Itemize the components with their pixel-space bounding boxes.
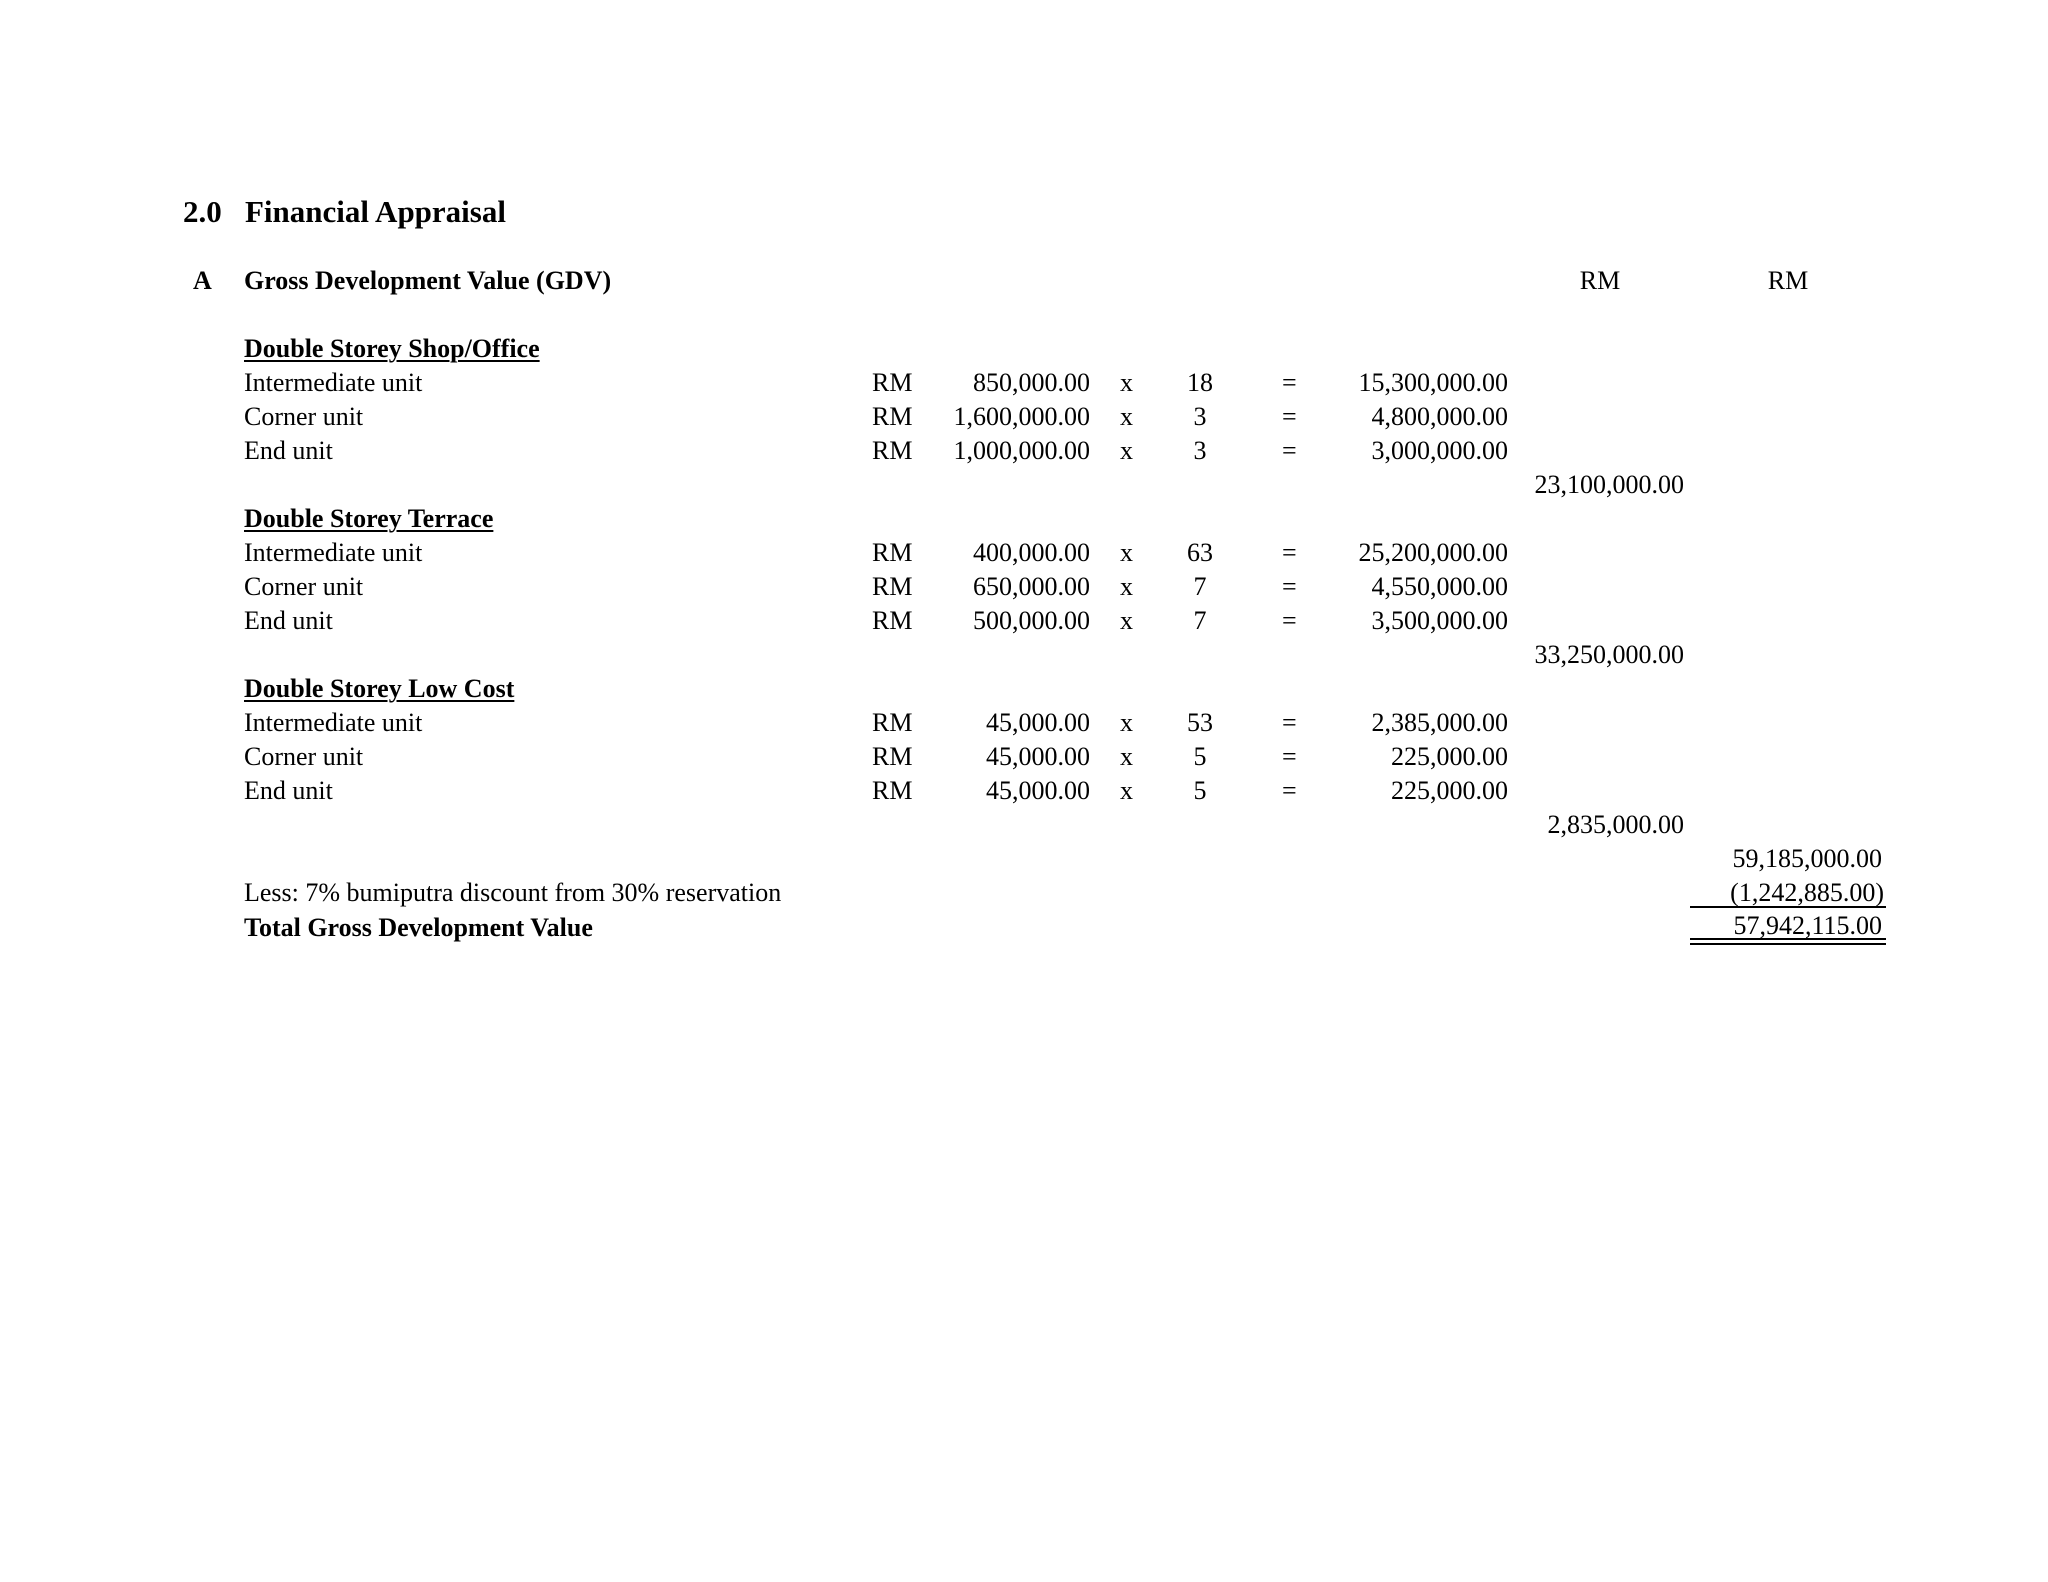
row-currency: RM xyxy=(872,742,913,771)
row-currency: RM xyxy=(872,776,913,805)
row-amount: 3,500,000.00 xyxy=(1371,606,1508,635)
row-equals: = xyxy=(1282,368,1297,397)
row-price: 45,000.00 xyxy=(986,708,1090,737)
row-equals: = xyxy=(1282,606,1297,635)
row-price: 850,000.00 xyxy=(973,368,1090,397)
row-price: 1,000,000.00 xyxy=(953,436,1090,465)
row-currency: RM xyxy=(872,708,913,737)
row-amount: 3,000,000.00 xyxy=(1371,436,1508,465)
row-amount: 4,550,000.00 xyxy=(1371,572,1508,601)
row-quantity: 3 xyxy=(1193,436,1207,465)
row-quantity: 7 xyxy=(1193,572,1207,601)
row-label: Intermediate unit xyxy=(244,538,423,567)
row-equals: = xyxy=(1282,708,1297,737)
row-currency: RM xyxy=(872,538,913,567)
discount-label: Less: 7% bumiputra discount from 30% reservation xyxy=(244,878,782,907)
row-quantity: 3 xyxy=(1193,402,1207,431)
row-quantity: 5 xyxy=(1193,776,1207,805)
discount-value: (1,242,885.00) xyxy=(1730,878,1884,907)
row-currency: RM xyxy=(872,368,913,397)
row-amount: 2,385,000.00 xyxy=(1371,708,1508,737)
part-title: Gross Development Value (GDV) xyxy=(244,266,612,295)
row-price: 45,000.00 xyxy=(986,776,1090,805)
row-label: Corner unit xyxy=(244,402,364,431)
gross-total: 59,185,000.00 xyxy=(1732,844,1882,873)
row-equals: = xyxy=(1282,572,1297,601)
column-header-total: RM xyxy=(1767,266,1809,295)
row-currency: RM xyxy=(872,572,913,601)
row-quantity: 53 xyxy=(1187,708,1213,737)
column-header-subtotal: RM xyxy=(1579,266,1621,295)
row-operator: x xyxy=(1120,776,1133,805)
row-operator: x xyxy=(1120,606,1133,635)
row-label: Intermediate unit xyxy=(244,708,423,737)
row-label: End unit xyxy=(244,776,333,805)
row-operator: x xyxy=(1120,572,1133,601)
part-letter: A xyxy=(193,266,212,295)
row-price: 500,000.00 xyxy=(973,606,1090,635)
row-amount: 4,800,000.00 xyxy=(1371,402,1508,431)
row-quantity: 5 xyxy=(1193,742,1207,771)
row-equals: = xyxy=(1282,742,1297,771)
row-amount: 15,300,000.00 xyxy=(1358,368,1508,397)
row-label: End unit xyxy=(244,436,333,465)
total-label: Total Gross Development Value xyxy=(244,913,593,942)
total-double-rule-bottom xyxy=(1690,943,1886,945)
row-operator: x xyxy=(1120,708,1133,737)
total-value: 57,942,115.00 xyxy=(1733,911,1882,940)
row-equals: = xyxy=(1282,436,1297,465)
row-price: 400,000.00 xyxy=(973,538,1090,567)
row-currency: RM xyxy=(872,402,913,431)
row-currency: RM xyxy=(872,606,913,635)
row-price: 45,000.00 xyxy=(986,742,1090,771)
row-label: Corner unit xyxy=(244,572,364,601)
group-subtotal: 33,250,000.00 xyxy=(1534,640,1684,669)
row-amount: 225,000.00 xyxy=(1391,776,1508,805)
row-operator: x xyxy=(1120,742,1133,771)
group-subtotal: 23,100,000.00 xyxy=(1534,470,1684,499)
total-rule xyxy=(1690,906,1886,908)
row-quantity: 18 xyxy=(1187,368,1213,397)
section-number: 2.0 xyxy=(183,194,222,229)
row-operator: x xyxy=(1120,538,1133,567)
group-heading: Double Storey Terrace xyxy=(244,504,494,533)
row-currency: RM xyxy=(872,436,913,465)
row-operator: x xyxy=(1120,436,1133,465)
row-quantity: 63 xyxy=(1187,538,1213,567)
row-equals: = xyxy=(1282,538,1297,567)
row-equals: = xyxy=(1282,776,1297,805)
row-label: Intermediate unit xyxy=(244,368,423,397)
row-price: 1,600,000.00 xyxy=(953,402,1090,431)
row-operator: x xyxy=(1120,402,1133,431)
row-label: Corner unit xyxy=(244,742,364,771)
row-equals: = xyxy=(1282,402,1297,431)
row-operator: x xyxy=(1120,368,1133,397)
row-amount: 225,000.00 xyxy=(1391,742,1508,771)
row-amount: 25,200,000.00 xyxy=(1358,538,1508,567)
total-double-rule-top xyxy=(1690,938,1886,940)
row-label: End unit xyxy=(244,606,333,635)
group-subtotal: 2,835,000.00 xyxy=(1547,810,1684,839)
group-heading: Double Storey Low Cost xyxy=(244,674,515,703)
section-title: Financial Appraisal xyxy=(245,194,506,229)
row-quantity: 7 xyxy=(1193,606,1207,635)
group-heading: Double Storey Shop/Office xyxy=(244,334,540,363)
row-price: 650,000.00 xyxy=(973,572,1090,601)
